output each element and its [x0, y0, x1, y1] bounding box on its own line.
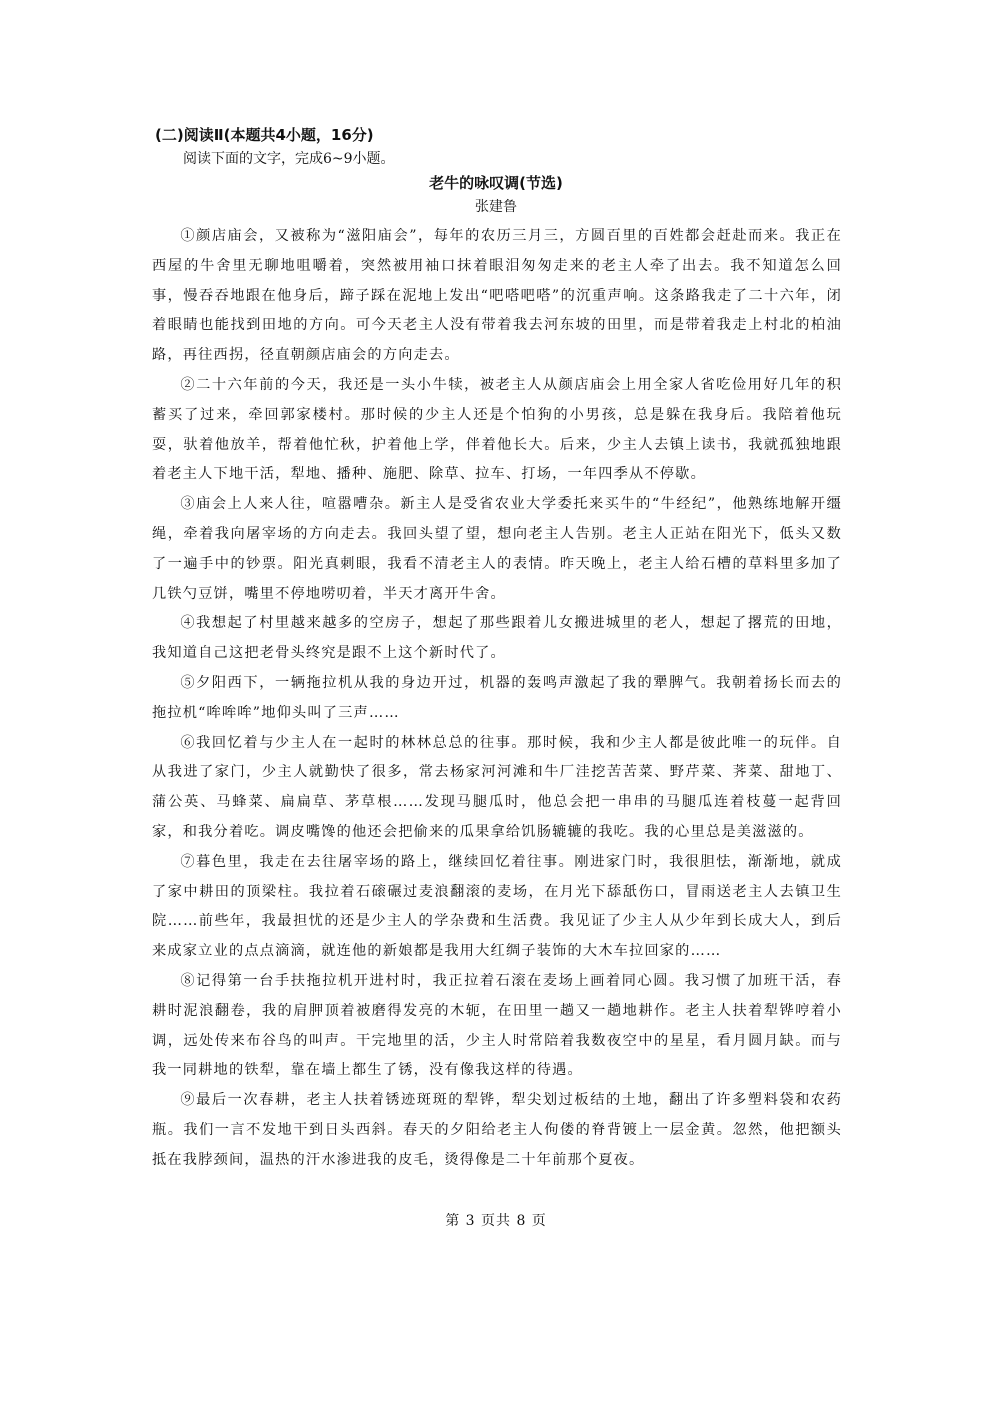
paragraph-5: ⑤夕阳西下，一辆拖拉机从我的身边开过，机器的轰鸣声激起了我的犟脾气。我朝着扬长而去的拖拉机“哞哞哞”地仰头叫了三声…… [152, 674, 842, 721]
reading-instruction: 阅读下面的文字，完成6~9小题。 [183, 151, 395, 167]
paragraph-8: ⑧记得第一台手扶拖拉机开进村时，我正拉着石滚在麦场上画着同心圆。我习惯了加班干活，春耕时泥浪翻卷，我的肩胛顶着被磨得发亮的木轭，在田里一趟又一趟地耕作。老主人扶着犁铧哼着小调，远处传来布谷鸟的叫声。干完地里的活，少主人时常陪着我数夜空中的星星，看月圆月缺。而与我一同耕地的铁犁，靠在墙上都生了锈，没有像我这样的待遇。 [152, 972, 842, 1079]
paragraph-4: ④我想起了村里越来越多的空房子，想起了那些跟着儿女搬进城里的老人，想起了撂荒的田地，我知道自己这把老骨头终究是跟不上这个新时代了。 [152, 615, 842, 662]
paragraph-2: ②二十六年前的今天，我还是一头小牛犊，被老主人从颜店庙会上用全家人省吃俭用好几年的积蓄买了过来，牵回郭家楼村。那时候的少主人还是个怕狗的小男孩，总是躲在我身后。我陪着他玩耍，驮着他放羊，帮着他忙秋，护着他上学，伴着他长大。后来，少主人去镇上读书，我就孤独地跟着老主人下地干活，犁地、播种、施肥、除草、拉车、打场，一年四季从不停歇。 [152, 376, 842, 483]
paragraph-9: ⑨最后一次春耕，老主人扶着锈迹斑斑的犁铧，犁尖划过板结的土地，翻出了许多塑料袋和农药瓶。我们一言不发地干到日头西斜。春天的夕阳给老主人佝偻的脊背镀上一层金黄。忽然，他把额头抵在我脖颈间，温热的汗水渗进我的皮毛，烫得像是二十年前那个夏夜。 [152, 1092, 842, 1168]
paragraph-7: ⑦暮色里，我走在去往屠宰场的路上，继续回忆着往事。刚进家门时，我很胆怯，渐渐地，就成了家中耕田的顶梁柱。我拉着石磙碾过麦浪翻滚的麦场，在月光下舔舐伤口，冒雨送老主人去镇卫生院……前些年，我最担忧的还是少主人的学杂费和生活费。我见证了少主人从少年到长成大人，到后来成家立业的点点滴滴，就连他的新娘都是我用大红绸子装饰的大木车拉回家的…… [152, 853, 842, 960]
page-number: 第 3 页共 8 页 [445, 1213, 547, 1229]
article-author: 张建鲁 [475, 199, 517, 215]
paragraph-3: ③庙会上人来人往，喧嚣嘈杂。新主人是受省农业大学委托来买牛的“牛经纪”，他熟练地解开缰绳，牵着我向屠宰场的方向走去。我回头望了望，想向老主人告别。老主人正站在阳光下，低头又数了一遍手中的钞票。阳光真刺眼，我看不清老主人的表情。昨天晚上，老主人给石槽的草料里多加了几铁勺豆饼，嘴里不停地唠叨着，半天才离开牛舍。 [152, 496, 842, 602]
paragraph-6: ⑥我回忆着与少主人在一起时的林林总总的往事。那时候，我和少主人都是彼此唯一的玩伴。自从我进了家门，少主人就勤快了很多，常去杨家河河滩和牛厂洼挖苦苦菜、野芹菜、荠菜、甜地丁、蒲公英、马蜂菜、扁扁草、茅草根……发现马腿瓜时，他总会把一串串的马腿瓜连着枝蔓一起背回家，和我分着吃。调皮嘴馋的他还会把偷来的瓜果拿给饥肠辘辘的我吃。我的心里总是美滋滋的。 [152, 734, 842, 840]
article-body [152, 222, 842, 1176]
section-heading: (二)阅读Ⅱ(本题共4小题，16分) [155, 126, 374, 144]
article-title: 老牛的咏叹调(节选) [429, 174, 563, 192]
paragraph-1: ①颜店庙会，又被称为“滋阳庙会”，每年的农历三月三，方圆百里的百姓都会赶赴而来。我正在西屋的牛舍里无聊地咀嚼着，突然被用袖口抹着眼泪匆匆走来的老主人牵了出去。我不知道怎么回事，慢吞吞地跟在他身后，蹄子踩在泥地上发出“吧嗒吧嗒”的沉重声响。这条路我走了二十六年，闭着眼睛也能找到田地的方向。可今天老主人没有带着我去河东坡的田里，而是带着我走上村北的柏油路，再往西拐，径直朝颜店庙会的方向走去。 [152, 228, 842, 364]
